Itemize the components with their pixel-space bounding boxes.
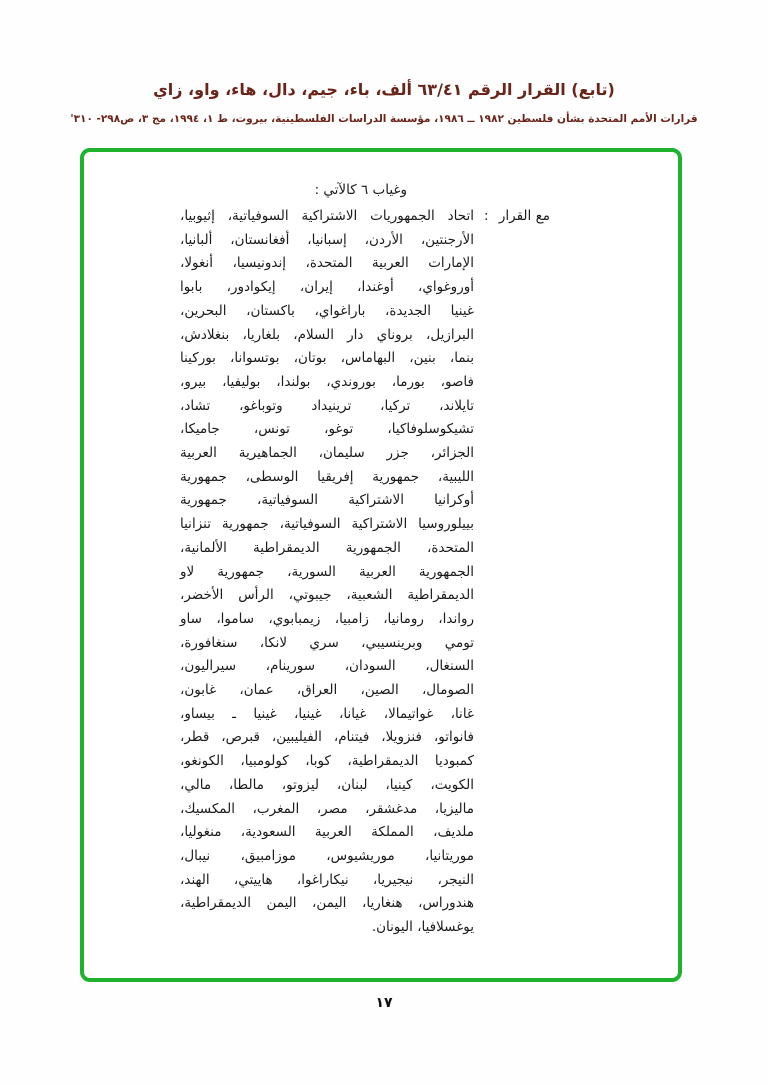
absent-count-line: وغياب ٦ كالآتي : bbox=[314, 182, 407, 198]
country-list-line: غانا، غواتيمالا، غيانا، غينيا، غينيا ـ بيساو، bbox=[180, 705, 474, 722]
country-list-line: الأرجنتين، الأردن، إسبانيا، أفغانستان، ألبانيا، bbox=[180, 231, 474, 248]
country-list-line: فانواتو، فنزويلا، فيتنام، الفيليبين، قبرص، قطر، bbox=[180, 729, 474, 746]
country-list-line: الجزائر، جزر سليمان، الجماهيرية العربية bbox=[180, 445, 474, 462]
country-list-line: ملديف، المملكة العربية السعودية، منغوليا، bbox=[180, 824, 474, 841]
country-list-line: يوغسلافيا، اليونان. bbox=[371, 919, 474, 936]
country-list bbox=[180, 205, 474, 940]
country-list-line: المتحدة، الجمهورية الديمقراطية الألمانية، bbox=[180, 539, 474, 556]
country-list-line: أوروغواي، أوغندا، إيران، إيكوادور، بابوا bbox=[180, 279, 474, 296]
vote-with-label-colon: : bbox=[484, 208, 489, 224]
country-list-line: تومي وبرينسيبي، سري لانكا، سنغافورة، bbox=[180, 634, 474, 651]
country-list-line: الإمارات العربية المتحدة، إندونيسيا، أنغولا، bbox=[180, 255, 474, 272]
country-list-line: رواندا، رومانيا، زامبيا، زيمبابوي، ساموا، ساو bbox=[180, 610, 474, 627]
page-title: (تابع) القرار الرقم ٦٣/٤١ ألف، باء، جيم، دال، هاء، واو، زاي bbox=[153, 80, 615, 99]
country-list-line: فاصو، بورما، بوروندي، بولندا، بوليفيا، بيرو، bbox=[180, 373, 474, 390]
country-list-line: الليبية، جمهورية إفريقيا الوسطى، جمهورية bbox=[180, 468, 474, 485]
country-list-line: بنما، بنين، البهاماس، بوتان، بوتسوانا، بوركينا bbox=[180, 350, 474, 367]
country-list-line: بييلوروسيا الاشتراكية السوفياتية، جمهورية تنزانيا bbox=[180, 516, 474, 533]
page-subtitle-citation: قرارات الأمم المتحدة بشأن فلسطين ١٩٨٢ ــ ١٩٨٦، مؤسسة الدراسات الفلسطينية، بيروت، ط ١، ١٩٩٤، مج ٣، ص٢٩٨- ٣١٠' bbox=[70, 113, 698, 125]
country-list-line: تايلاند، تركيا، ترينيداد وتوباغو، تشاد، bbox=[180, 397, 474, 414]
vote-row bbox=[180, 205, 550, 940]
country-list-line: الكويت، كينيا، لبنان، ليزوتو، مالطا، مالي، bbox=[180, 776, 474, 793]
country-list-line: أوكرانيا الاشتراكية السوفياتية، جمهورية bbox=[180, 492, 474, 509]
country-list-line: الجمهورية العربية السورية، جمهورية لاو bbox=[180, 563, 474, 580]
page-number: ١٧ bbox=[375, 995, 393, 1011]
country-list-line: غينيا الجديدة، باراغواي، باكستان، البحرين، bbox=[180, 302, 474, 319]
country-list-line: ماليزيا، مدغشقر، مصر، المغرب، المكسيك، bbox=[180, 800, 474, 817]
vote-result-box bbox=[80, 148, 682, 982]
country-list-line: موريتانيا، موريشيوس، موزامبيق، نيبال، bbox=[180, 847, 474, 864]
country-list-line: السنغال، السودان، سورينام، سيراليون، bbox=[180, 658, 474, 675]
country-list-line: النيجر، نيجيريا، نيكاراغوا، هاييتي، الهند، bbox=[180, 871, 474, 888]
country-list-line: البرازيل، بروناي دار السلام، بلغاريا، بنغلادش، bbox=[180, 326, 474, 343]
country-list-line: هندوراس، هنغاريا، اليمن، اليمن الديمقراطية، bbox=[180, 895, 474, 912]
vote-with-label-text: مع القرار bbox=[498, 208, 550, 224]
country-list-line: كمبوديا الديمقراطية، كوبا، كولومبيا، الكونغو، bbox=[180, 753, 474, 770]
country-list-line: تشيكوسلوفاكيا، توغو، تونس، جاميكا، bbox=[180, 421, 474, 438]
vote-with-label bbox=[484, 205, 550, 940]
country-list-line: اتحاد الجمهوريات الاشتراكية السوفياتية، إثيوبيا، bbox=[180, 208, 474, 224]
country-list-line: الديمقراطية الشعبية، جيبوتي، الرأس الأخضر، bbox=[180, 587, 474, 604]
country-list-line: الصومال، الصين، العراق، عمان، غابون، bbox=[180, 682, 474, 699]
